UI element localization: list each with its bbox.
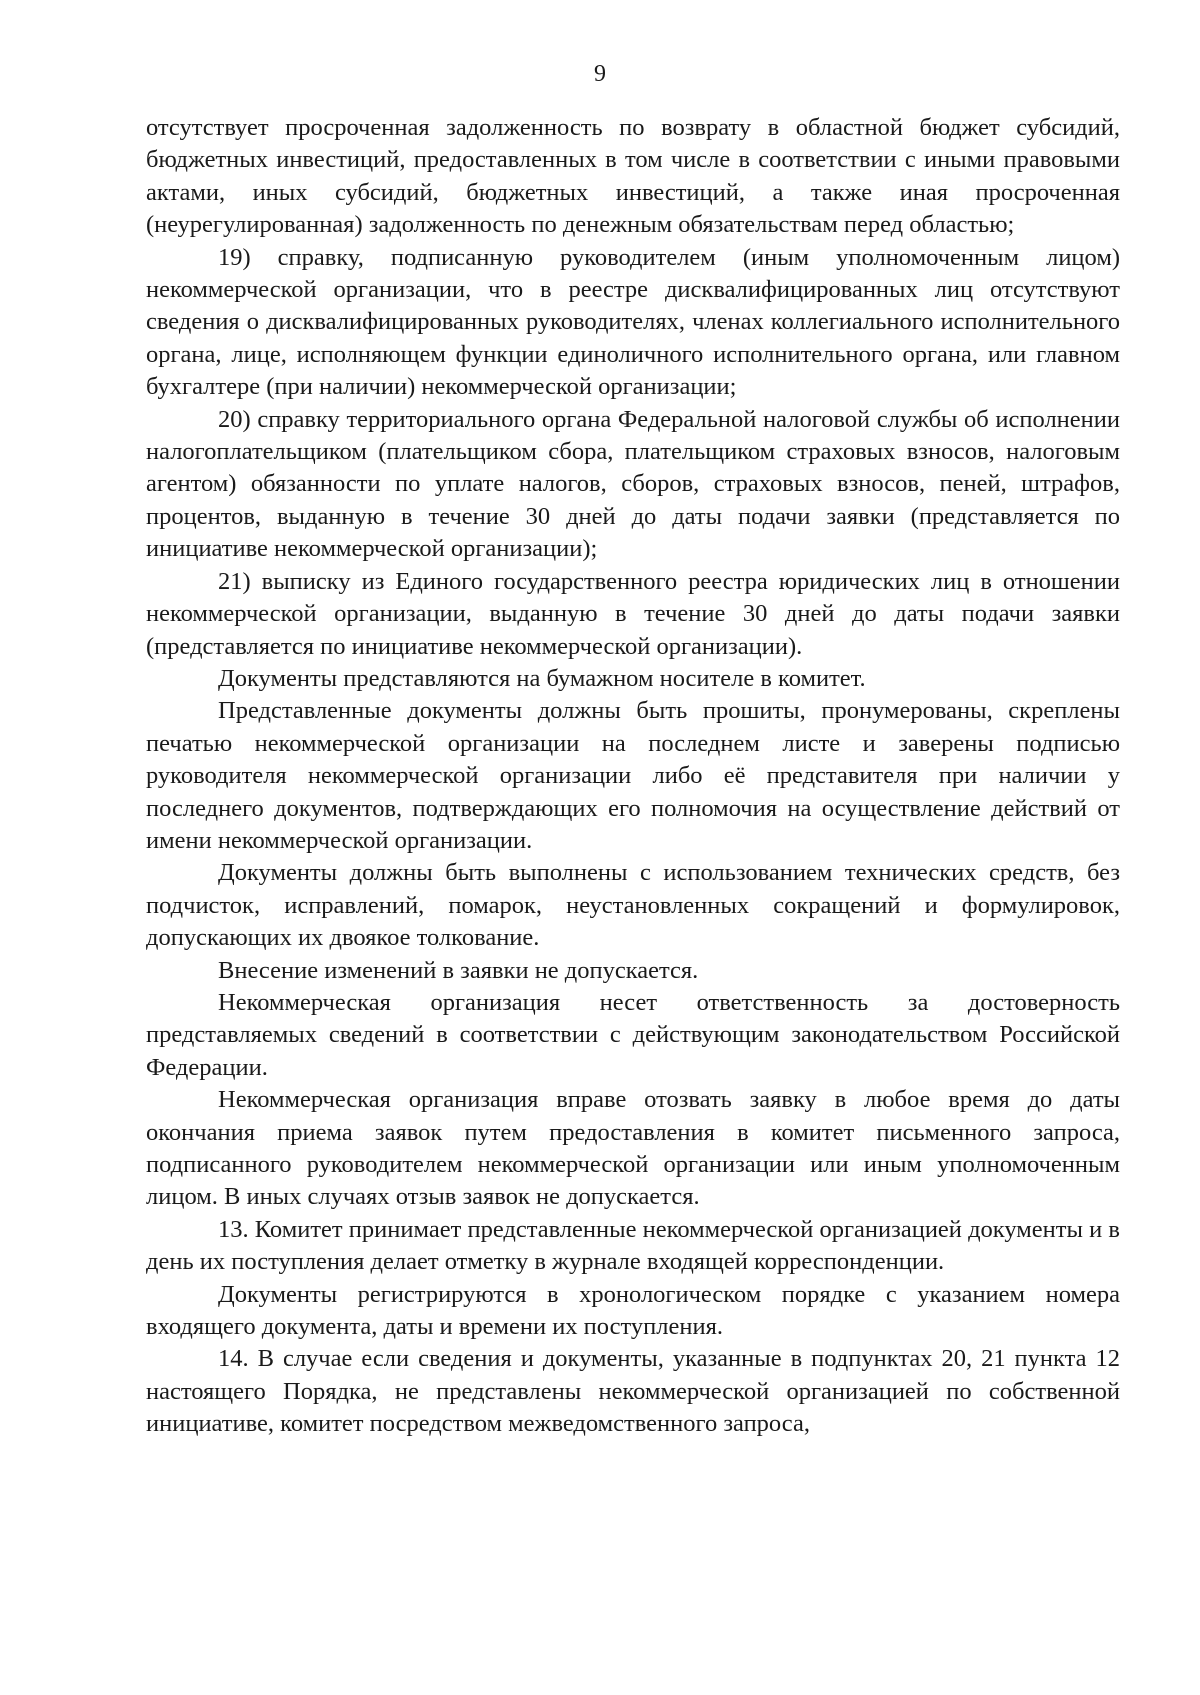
paragraph-item-19: 19) справку, подписанную руководителем (иным уполномоченным лицом) некоммерческой организации, что в реестре дисквалифицированных лиц отсутствуют сведения о дисквалифицированных руководителях, членах коллегиального исполнительного органа, лице, исполняющем функции единоличного исполнительного органа, или главном бухгалтере (при наличии) некоммерческой организации;	[146, 243, 1120, 401]
paragraph-debt-condition: отсутствует просроченная задолженность по возврату в областной бюджет субсидий, бюджетных инвестиций, предоставленных в том числе в соответствии с иными правовыми актами, иных субсидий, бюджетных инвестиций, а также иная просроченная (неурегулированная) задолженность по денежным обязательствам перед областью;	[146, 114, 1120, 239]
paragraph-section-13: 13. Комитет принимает представленные некоммерческой организацией документы и в день их поступления делает отметку в журнале входящей корреспонденции.	[146, 1215, 1120, 1276]
paragraph-no-changes: Внесение изменений в заявки не допускается.	[218, 956, 699, 984]
paragraph-registration: Документы регистрируются в хронологическом порядке с указанием номера входящего документа, даты и времени их поступления.	[146, 1280, 1120, 1341]
paragraph-withdrawal: Некоммерческая организация вправе отозвать заявку в любое время до даты окончания приема заявок путем предоставления в комитет письменного запроса, подписанного руководителем некоммерческой организации или иным уполномоченным лицом. В иных случаях отзыв заявок не допускается.	[146, 1086, 1120, 1211]
paragraph-responsibility: Некоммерческая организация несет ответственность за достоверность представляемых сведений в соответствии с действующим законодательством Российской Федерации.	[146, 988, 1120, 1081]
paragraph-item-20: 20) справку территориального органа Федеральной налоговой службы об исполнении налогоплательщиком (плательщиком сбора, плательщиком страховых взносов, налоговым агентом) обязанности по уплате налогов, сборов, страховых взносов, пеней, штрафов, процентов, выданную в течение 30 дней до даты подачи заявки (представляется по инициативе некоммерческой организации);	[146, 405, 1120, 563]
paragraph-section-14: 14. В случае если сведения и документы, указанные в подпунктах 20, 21 пункта 12 настоящего Порядка, не представлены некоммерческой организацией по собственной инициативе, комитет посредством межведомственного запроса,	[146, 1345, 1120, 1438]
paragraph-binding-requirements: Представленные документы должны быть прошиты, пронумерованы, скреплены печатью некоммерческой организации на последнем листе и заверены подписью руководителя некоммерческой организации либо её представителя при наличии у последнего документов, подтверждающих его полномочия на осуществление действий от имени некоммерческой организации.	[146, 697, 1120, 854]
paragraph-technical-requirements: Документы должны быть выполнены с использованием технических средств, без подчисток, исправлений, помарок, неустановленных сокращений и формулировок, допускающих их двоякое толкование.	[146, 859, 1120, 952]
document-body	[146, 112, 1120, 1441]
paragraph-item-21: 21) выписку из Единого государственного реестра юридических лиц в отношении некоммерческой организации, выданную в течение 30 дней до даты подачи заявки (представляется по инициативе некоммерческой организации).	[146, 567, 1120, 660]
page-number: 9	[594, 61, 606, 87]
paragraph-paper-submission: Документы представляются на бумажном носителе в комитет.	[218, 664, 866, 692]
